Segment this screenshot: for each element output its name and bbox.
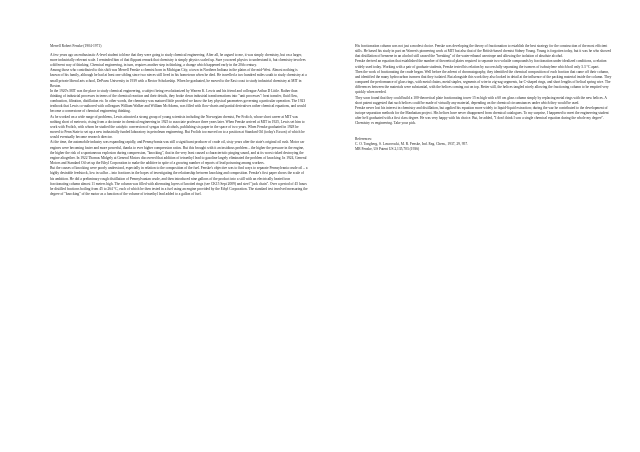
- paragraph: As he worked on a wide range of problems, Lewis attracted a strong group of young scientists including the Norwegian chemist, Per Frolich, whose short career at MIT was nothing short of meteoric, rising from a doctorate in chemical engineering in 1925 to associate professor three years later. When Fenske arrived at MIT in 1925, Lewis set him to work with Frolich, with whom he studied the catalytic conversion of syngas into alcohols, publishing six paper in the space of two years. When Fenske graduated in 1928 he moved to Penn State to set up a new industrially funded laboratory in petroleum engineering. But Frolich too moved on to a position at Standard Oil (today's Exxon) of which he would eventually become research director.: [50, 114, 305, 140]
- spacer: [355, 127, 613, 137]
- paragraph: They soon found that they could build a 100-theoretical plate fractionating tower 15 m high with a 60 cm glass column simply by replacing metal rings with the new helices. A short patent suggested that such helices could be made of virtually any material, depending on the chemical circumstances under which they would be used.: [355, 95, 607, 105]
- references-heading: References:: [355, 136, 372, 141]
- paragraph: But the causes of knocking were poorly understood, especially in relation to the composition of the fuel. Fenske's objective was to find ways to separate Pennsylvania crude oil – a highly desirable feedstock, low in sulfur – into fractions in the hopes of investigating the relationship between knocking and composition. Fenske's first paper shows the scale of his ambition. He did a preliminary rough distillation of Pennsylvanian crude, and then introduced nine gallons of the product into a still with an electrically heated iron fractionating column almost 11 meters high. The column was filled with alternating layers of knotted rings (see CK15 Sept 2009) and steel "jack chain". Over a period of 45 hours he distilled fractions boiling from 45 to 264 °C, each of which he then tested in a fuel using an engine provided by the Ethyl Corporation. The standard test involved measuring the degree of "knocking" of the motor as a function of the volume of tetraethyl lead added to a gallon of fuel.: [50, 166, 308, 196]
- paragraph: Then the work of fractionating the crude began. Well before the advent of chromatography, they identified the chemical composition of each fraction that came off their column, and identified the many hydrocarbon isomers that they isolated. But alongside this work they also looked in detail at the influence of the packing material inside the column. They compared the performance of glass rings, with metal chains, metal staples, segments of wire in zig-zag segments, far C-shaped rings, and short lengths of helical spring wire. The differences between the materials were substantial, with the helices coming out on top. Better still, the helices tangled nicely allowing the fractioning column to be emptied very quickly when needed.: [355, 69, 612, 95]
- paragraph: Fenske derived an equation that established the number of theoretical plates required to separate two volatile compounds by fractionation under idealized conditions, a relation widely used today. Working with a pair of graduate students, Fenske tested his relation by successfully separating the isomers of isobutylene which boil only 3.3 °C apart.: [355, 59, 607, 69]
- paragraph: At the time, the automobile industry was expanding rapidly, and Pennsylvania was still a significant producer of crude oil, sixty years after the state's original oil rush. Motor car engines were becoming faster and more powerful, thanks to ever higher compression ratios. But this brought with it an insidious problem – the higher the pressure in the engine, the higher the risk of a spontaneous explosion during compression, "knocking", that in the very least caused a characteristic pinging sound, and at its worst risked destroying the engine altogether. In 1922 Thomas Midgely at General Motors discovered that addition of tetraethyl lead to gasoline largely eliminated the problem of knocking. In 1924, General Motors and Standard Oil set up the Ethyl Corporation to make the additive in spite of a growing number of reports of lead poisoning among workers.: [50, 140, 307, 166]
- right-column: [355, 44, 613, 444]
- paragraph: In the 1920's MIT was the place to study chemical engineering, a subject being revolutionized by Warren K. Lewis and his friend and colleague Arthur D Little. Rather than thinking of industrial processes in terms of the chemical reaction and their details, they broke down industrial transformations into "unit processes": heat transfer, fluid flow, combustion, filtration, distillation etc. In other words, the chemistry was matured little provided we know the key physical parameters governing a particular operation. The 1923 textbook that Lewis co-authored with colleagues William Walker and William McAdams, was filled with flow-charts and partial derivatives rather chemical equations, and would become a cornerstone of chemical engineering thinking.: [50, 88, 306, 114]
- paragraph: Among those who contributed to this shift was Merrell Fenske a chemist born in Michigan City, a town in Northern Indiana in the plains of the mid-West. Almost nothing is known of his family, although he had at least one sibling since two nieces still lived in his hometown when he died. He travelled a two hundred miles south to study chemistry at a small private liberal arts school, DePauw University in 1939 with a Rector Scholarship. When he graduated, he moved to the East coast to study industrial chemistry at MIT in Boston.: [50, 68, 307, 88]
- reference-item: C. O. Tongberg, S. Lawroswki, M. R. Fenske, Ind. Eng. Chem., 1937, 29, 957.: [355, 141, 469, 146]
- reference-item: MR Fenske, US Patent US 2,135,703 (1936): [355, 146, 420, 151]
- paragraph: His fractionation column was not just a modest choice. Fenske was developing the theory of fractionation to establish the best strategy for the construction of the most efficient stills. He based his study in part on Warren's pioneering work at MIT but also that of the British-based chemist Sidney Young. Young is forgotten today, but it was he who showed that distillation of benzene in an alcohol still caused the "breaking" of the water-ethanol azeotrope and allowing the isolation of absolute alcohol.: [355, 44, 612, 59]
- paragraph: A few years ago an enthusiastic A-level student told me that they were going to study chemical engineering. After all, he argued to me, it was simply chemistry, but on a larger, more industrially relevant scale. I reminded him of that flippant remark that chemistry is simply physics scaled up. Sure you need physics to understand it, but chemistry involves a different way of thinking. Chemical engineering, in turn, requires another step in thinking, a change which happened early in the 20th century.: [50, 52, 306, 68]
- left-column: [50, 44, 308, 444]
- article-title: Merrell Robert Fenske (1904-1971): [50, 44, 102, 48]
- paragraph: Fenske never lost his interest in chemistry and distillation, but applied his equation more widely to liquid-liquid extraction; during the war he contributed to the development of isotope separation methods for the Manhattan project. His helices have never disappeared from chemical catalogues. To my surprise, I happened to meet the engineering student after he'd graduated with a first class degree. He was very happy with his choice. But, he added, "I don't think I saw a single chemical equation during the whole my degree". Chemistry vs engineering. Take your pick.: [355, 105, 609, 126]
